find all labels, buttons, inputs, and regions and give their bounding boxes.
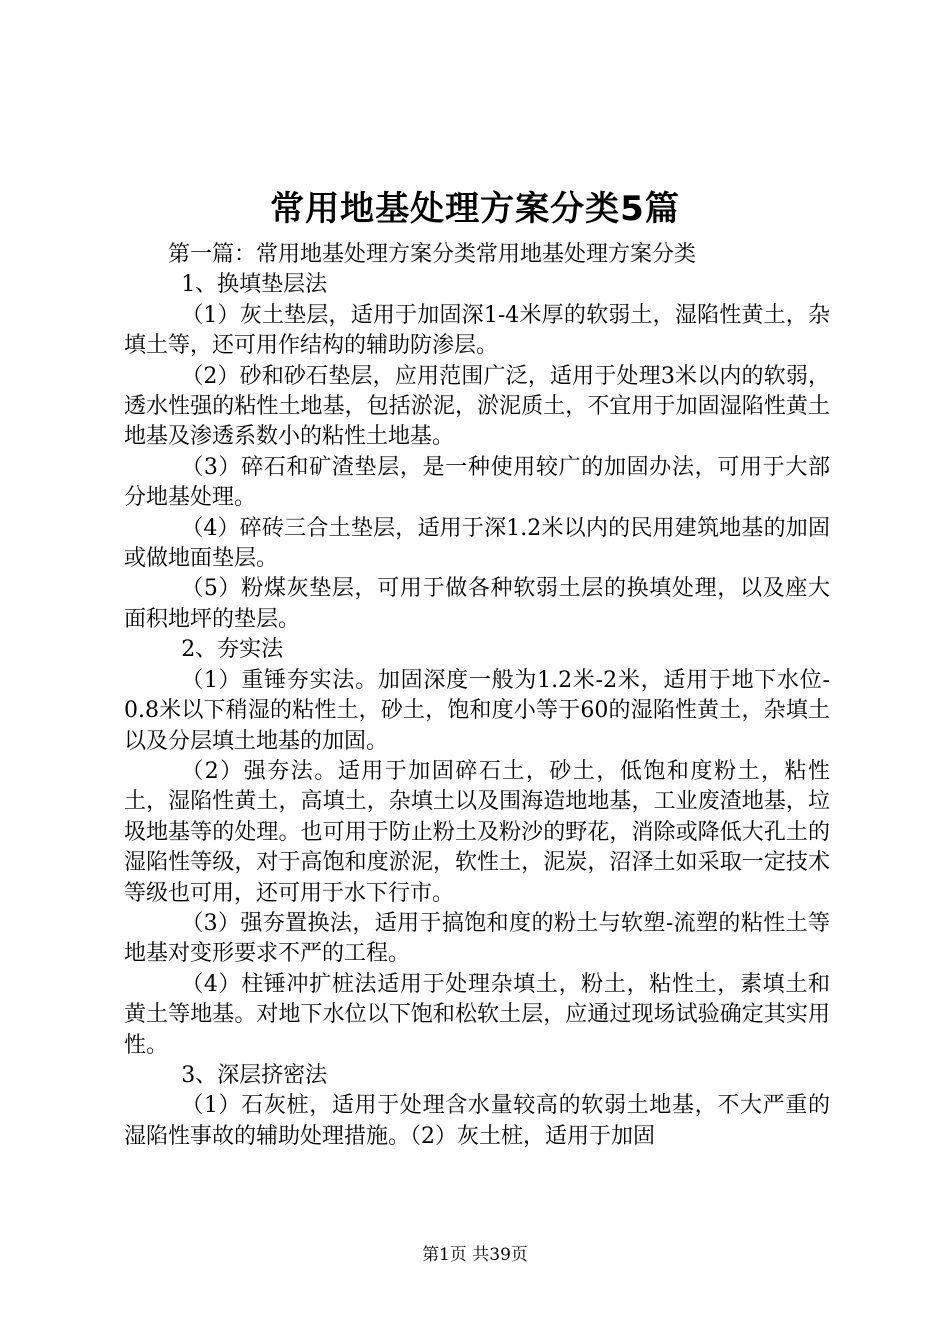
section-heading: 2、夯实法	[181, 637, 284, 663]
paragraph: （4）碎砖三合土垫层，适用于深1.2米以内的民用建筑地基的加固或做地面垫层。	[124, 515, 830, 572]
paragraph: （5）粉煤灰垫层，可用于做各种软弱土层的换填处理，以及座大面积地坪的垫层。	[124, 576, 830, 632]
document-body	[124, 240, 830, 1152]
paragraph-intro: 第一篇：常用地基处理方案分类常用地基处理方案分类	[168, 242, 697, 267]
section-heading: 3、深层挤密法	[181, 1062, 328, 1088]
paragraph: （2）强夯法。适用于加固碎石土，砂土，低饱和度粉土，粘性土，湿陷性黄土，高填土，杂填土以及围海造地地基，工业废渣地基，垃圾地基等的处理。也可用于防止粉土及粉沙的野花，消除或降低大孔土的湿陷性等级，对于高饱和度淤泥，软性土，泥炭，沼泽土如采取一定技术等级也可用，还可用于水下行市。	[124, 758, 830, 906]
paragraph: （1）石灰桩，适用于处理含水量较高的软弱土地基，不大严重的湿陷性事故的辅助处理措施。（2）灰土桩，适用于加固	[124, 1093, 830, 1149]
paragraph: （2）砂和砂石垫层，应用范围广泛，适用于处理3米以内的软弱，透水性强的粘性土地基，包括淤泥，淤泥质土，不宜用于加固湿陷性黄土地基及渗透系数小的粘性土地基。	[124, 363, 830, 450]
paragraph: （1）重锤夯实法。加固深度一般为1.2米-2米，适用于地下水位-0.8米以下稍湿的粘性土，砂土，饱和度小等于60的湿陷性黄土，杂填土以及分层填土地基的加固。	[124, 667, 830, 754]
paragraph: （3）强夯置换法，适用于搞饱和度的粉土与软塑-流塑的粘性土等地基对变形要求不严的工程。	[124, 910, 830, 967]
document-title: 常用地基处理方案分类5篇	[270, 189, 680, 229]
paragraph: （3）碎石和矿渣垫层，是一种使用较广的加固办法，可用于大部分地基处理。	[124, 454, 830, 511]
section-heading: 1、换填垫层法	[181, 272, 328, 298]
paragraph: （4）柱锤冲扩桩法适用于处理杂填土，粉土，粘性土，素填土和黄土等地基。对地下水位以下饱和松软土层，应通过现场试验确定其实用性。	[124, 971, 830, 1058]
page-footer: 第1页 共39页	[422, 1245, 528, 1265]
paragraph: （1）灰土垫层，适用于加固深1-4米厚的软弱土，湿陷性黄土，杂填土等，还可用作结构的辅助防渗层。	[124, 302, 830, 359]
